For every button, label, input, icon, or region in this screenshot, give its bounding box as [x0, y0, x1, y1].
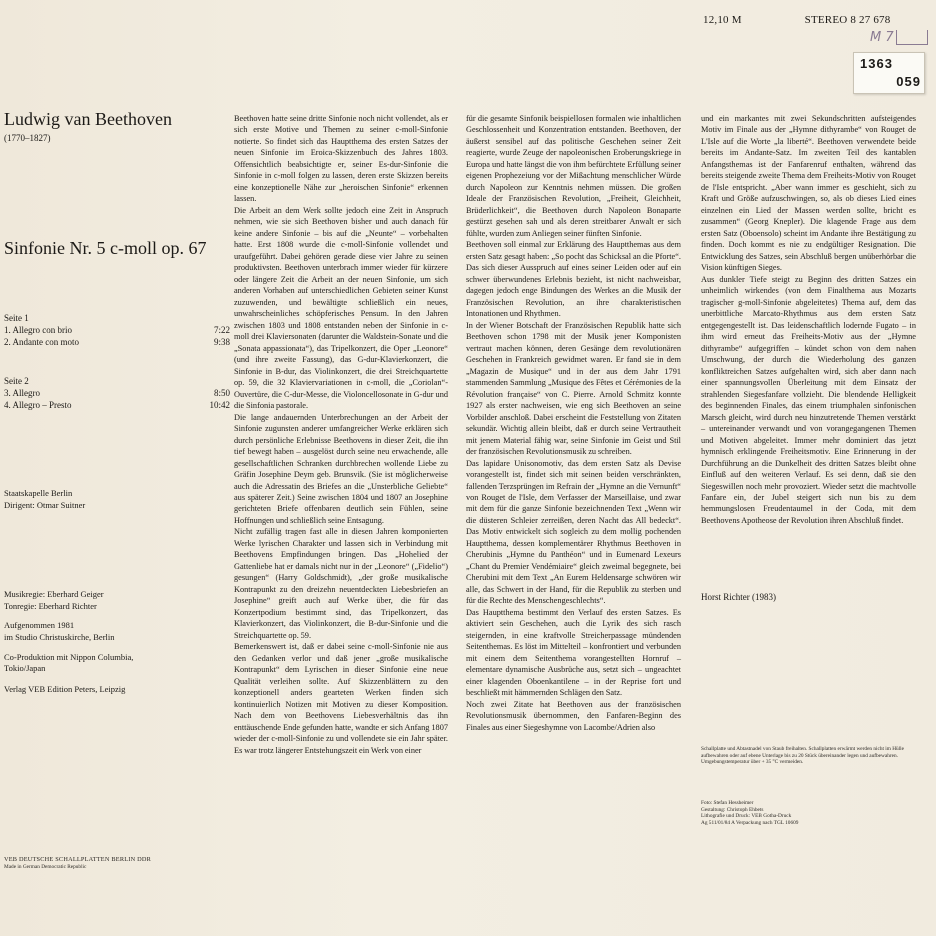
track-title: 1. Allegro con brio: [4, 325, 72, 335]
care-instructions: Schallplatte und Abtastnadel von Staub freihalten. Schallplatten erwärmt werden nicht im Hülle aufbewahren oder auf ebene Unterlage bis zu 20 Stück übereinander legen und aufbewahren. Umgebungstemperatur über + 35 °C vermeiden.: [701, 746, 904, 766]
producer-line-1: VEB DEUTSCHE SCHALLPLATTEN BERLIN DDR: [4, 856, 151, 863]
track-title: 3. Allegro: [4, 388, 40, 398]
side-2-label: Seite 2: [4, 376, 29, 386]
inventory-sticker: [853, 52, 925, 94]
track-title: 4. Allegro – Presto: [4, 400, 72, 410]
orchestra: Staatskapelle Berlin: [4, 488, 73, 498]
sticker-number-bottom: 059: [896, 74, 921, 89]
track-duration: 8:50: [213, 388, 230, 398]
essay-paragraph: Das lapidare Unisonomotiv, das dem ersten Satz als Devise vorangestellt ist, findet sich mit seinen beiden verschränkten, fallenden Terzsprüngen im Refrain der „Hymne an die Vernunft“ von Rouget de l'Isle, dem Verfasser der Marseillaise, und zwar mit dem für die ganze Sinfonie bezeichnenden Text „Wenn wir die düsteren Schleier zerreißen, deren Nacht das All bedeckt“. Das Motiv entwickelt sich sogleich zu dem mollig pochenden Hauptthema, dessen komplementärer Rhythmus Beethoven in Cherubinis „Hymne du Panthéon“ und in Eumenard Lexeurs „Chant du Premier Vendémiaire“ gleich zweimal begegnete, bei Cherubini mit dem Text „An Eurem Heldensarge schwören wir alle, das Schwert in der Hand, für die Republik zu sterben und für die Rechte des Menschengeschlechts“.: [466, 458, 681, 606]
coproduction-line-1: Co-Produktion mit Nippon Columbia,: [4, 652, 134, 662]
essay-paragraph: Aus dunkler Tiefe steigt zu Beginn des dritten Satzes ein unheimlich wirkendes (von dem Finalthema aus Mozarts tragischer g-moll-Sinfonie abgeleitetes) Thema auf, dem das unerbittliche Marcato-Rhythmus aus dem ersten Satz entgegengestellt ist. Das leidenschaftlich lodernde Fugato – in ihm wird erneut das Freiheits-Motiv aus der „Hymne dithyrambe“ aufgegriffen – kündet schon von dem nahen Umschwung, der durch die Wiederholung des ganzen konfliktreichen Satzes aufgehalten wird, sich aber dann nach einer spannungsvollen Überleitung mit dem Einsatz der strahlenden Siegesfanfare vollzieht. Die blendende Helligkeit des beginnenden Finales, das einem triumphalen sinfonischen Marsch gleicht, wird durch neu hinzutretende Themen verstärkt – untereinander verwandt und von vorangegangenen Themen und Motiven abgeleitet. Immer mehr dominiert das jetzt hymnisch erklingende Freiheitsmotiv. Eine Erinnerung in der Durchführung an die Dunkelheit des dritten Satzes bleibt ohne Einfluß auf den weiteren Verlauf. Es sei denn, daß sie den Siegeswillen noch mehr provoziert. Wieder setzt die machtvolle Fanfare ein, der Jubel steigert sich nun bis zu dem hemmungslosen Freudentaumel in der Coda, mit dem Beethovens Apotheose der Revolution ihren Abschluß findet.: [701, 274, 916, 525]
essay-paragraph: Die lange andauernden Unterbrechungen an der Arbeit der Sinfonie zugunsten anderer umfangreicher Werke erklären sich durch persönliche Erlebnisse Beethovens in dieser Zeit, die ihn tief bewegt haben – ausgelöst durch seine neu erwachende, alle gesellschaftlichen Schranken durchbrechen wollende Liebe zu Gräfin Josephine Deym geb. Brunsvik. (Sie ist möglicherweise auch die Adressatin des Briefes an die „Unsterbliche Geliebte“ aus späterer Zeit.) Seine zwischen 1804 und 1807 an Josephine gerichteten Briefe offenbaren deutlich sein Fühlen, seine Hoffnungen und schließlich seine Entsagung.: [234, 412, 448, 525]
essay-paragraph: Das Hauptthema bestimmt den Verlauf des ersten Satzes. Es aktiviert sein Geschehen, auch die Lyrik des sich rasch steigernden, in eine kraftvolle Streicherpassage mündenden Seitenthemas. Es löst im Mittelteil – konfrontiert und verbunden mit einem dem Seitenthema vorangestellten Hornruf – elementare dynamische Ausbrüche aus, setzt sich – ungeachtet einer klagenden Oboenkantilene – in der Reprise fort und beschließt mit hämmernden Schlägen den Satz.: [466, 607, 681, 698]
track-duration: 10:42: [209, 400, 230, 410]
essay-paragraph: Nicht zufällig tragen fast alle in diesen Jahren komponierten Werke lyrischen Charakter und lassen sich in Verbindung mit Beethovens Empfindungen bringen. Das „Hohelied der Gattenliebe hat er damals nicht nur in der „Leonore“ („Fidelio“) gesungen“ (Harry Goldschmidt), „der große musikalische Kontrapunkt zu den dreizehn neuentdeckten Liebesbriefen an Josephine“ greift auch auf Werke über, die für das Konzertpodium bestimmt sind, das Tripelkonzert, das Klavierkonzert, das Violinkonzert, die B-dur-Sinfonie und die Streichquartette op. 59.: [234, 527, 448, 640]
conductor: Dirigent: Otmar Suitner: [4, 500, 86, 510]
production-credits: Foto: Stefan Hessheimer Gestaltung: Christoph Ehbets Lithografie und Druck: VEB Gotha-Druck Ag 511/01/84 A Verpackung nach TGL 10609: [701, 800, 799, 826]
price: 12,10 M: [703, 14, 742, 26]
side-1-label: Seite 1: [4, 313, 29, 323]
composer-dates: (1770–1827): [4, 133, 51, 143]
essay-paragraph: Bemerkenswert ist, daß er dabei seine c-moll-Sinfonie nie aus den Gedanken verlor und daß jener „große musikalische Kontrapunkt“ dem Lyrischen in dieser Sinfonie eine neue Qualität verleihen sollte. Auf Skizzenblättern zu den konzeptionell anders gearteten Werken finden sich kontinuierlich Notizen mit Motiven zu dieser Komposition. Nach dem von Beethovens Liebesverhältnis das ihn enttäuschende Ende gefunden hatte, wandte er sich Anfang 1807 wieder der c-moll-Sinfonie zu und vollendete sie ein Jahr später. Es war trotz längerer Entstehungszeit ein Werk von einer: [234, 642, 448, 755]
track-item: [4, 337, 230, 347]
track-title: 2. Andante con moto: [4, 337, 79, 347]
essay-column-2: [466, 113, 681, 863]
producer-imprint: [4, 857, 204, 870]
sound-direction: Tonregie: Eberhard Richter: [4, 601, 97, 611]
music-direction: Musikregie: Eberhard Geiger: [4, 589, 104, 599]
track-item: [4, 400, 230, 410]
essay-author: Horst Richter (1983): [701, 592, 776, 602]
essay-paragraph: und ein markantes mit zwei Sekundschritten aufsteigendes Motiv im Finale aus der „Hymne dithyrambe“ von Rouget de L'Isle auf die Worte „la liberté“. Beethoven verwendete beide bereits im Andante-Satz. Im zweiten Teil des kantablen Anfangsthemas ist der Fanfarenruf enthalten, während das bereits steigende zweite Thema dem Freiheits-Motiv von Rouget de l'Isle entspricht. „Aber wann immer es geschieht, sich zu Kraft und Größe aufzuschwingen, so, als ob dieses Lied eines einzelnen ein Lied der Massen werden sollte, bricht es zusammen“ (Georg Knepler). Die klagende Frage aus dem ersten Satz (Oboensolo) scheint im Andante ihre Bestätigung zu finden. Doch kommt es nie zu endgültiger Resignation. Die Entwicklung des Satzes, sein Abschluß bergen unüberhörbar die Vision künftigen Sieges.: [701, 114, 916, 273]
catalog-number: STEREO 8 27 678: [804, 14, 891, 26]
composer-name: Ludwig van Beethoven: [4, 109, 172, 129]
essay-column-3: [701, 113, 916, 583]
recording-year: Aufgenommen 1981: [4, 620, 75, 630]
recording-venue: im Studio Christuskirche, Berlin: [4, 632, 115, 642]
coproduction-line-2: Tokio/Japan: [4, 663, 46, 673]
track-duration: 9:38: [213, 337, 230, 347]
handwritten-mark: M 7: [870, 30, 928, 45]
essay-paragraph: Beethoven hatte seine dritte Sinfonie noch nicht vollendet, als er sich erste Motive und Themen zu seiner c-moll-Sinfonie notierte. So findet sich das Hauptthema des ersten Satzes der neuen Sinfonie im Eroica-Skizzenbuch des Jahres 1803. Offensichtlich beabsichtigte er, seiner Es-dur-Sinfonie die Sinfonie in c-moll folgen zu lassen, deren erste Skizzen bereits eine konzeptionelle Nähe zur „heroischen Sinfonie“ erkennen lassen.: [234, 114, 448, 204]
essay-paragraph: Die Arbeit an dem Werk sollte jedoch eine Zeit in Anspruch nehmen, wie sie sich Beethoven bisher und auch danach für keine andere Sinfonie – bis auf die „Neunte“ – vorbehalten hatte. Erst 1808 wurde die c-moll-Sinfonie vollendet und uraufgeführt. Dabei gehören gerade diese vier Jahre zu seinen produktivsten. Beethoven unterbrach immer wieder für kürzere oder längere Zeit die Arbeit an der neuen Sinfonie, um sich anderen Vorhaben auf unterschiedlichen Gebieten seiner Kunst zuzuwenden, und bewältigte schließlich ein neues, unwahrscheinliches schöpferisches Pensum. In den Jahren zwischen 1803 und 1808 entstanden neben der Sinfonie in c-moll drei Klaviersonaten (darunter die Waldstein-Sonate und die „Sonata appassionata“), das Tripelkonzert, die Oper „Leonore“ (und ihre zweite Fassung), das G-dur-Klavierkonzert, die Sinfonie in B-dur, das Violinkonzert, die drei Streichquartette op. 59, die 32 Klaviervariationen in c-moll, die „Coriolan“-Ouvertüre, die C-dur-Messe, die Violoncellosonate in G-dur und die Sinfonia pastorale.: [234, 205, 448, 411]
producer-line-2: Made in German Democratic Republic: [4, 863, 87, 870]
catalog-info: [703, 14, 890, 26]
work-title: Sinfonie Nr. 5 c-moll op. 67: [4, 238, 207, 258]
track-item: [4, 325, 230, 335]
essay-column-1: [234, 113, 448, 863]
track-item: [4, 388, 230, 398]
pencil-box-mark: [896, 30, 928, 45]
essay-paragraph: Noch zwei Zitate hat Beethoven aus der französischen Revolutionsmusik übernommen, den Fanfaren-Beginn des Finales aus einer Siegeshymne von Lacombe/Adrien also: [466, 699, 681, 732]
essay-paragraph: In der Wiener Botschaft der Französischen Republik hatte sich Beethoven schon 1798 mit der Musik jener Komponisten vertraut machen können, deren Gesänge dem revolutionären Geschehen in Frankreich gewidmet waren. Er fand sie in dem „Magazin de Musique“ und in der aus dem Jahr 1791 stammenden Sammlung „Musique des Fêtes et Cérémonies de la Révolution française“ von C. Pierre. Arnold Schmitz konnte 1927 als erster nachweisen, wie eng sich Beethoven an seine Vorbilder anschloß. Dabei erscheint die Feststellung von Zitaten sekundär. Wichtig allein bleibt, daß er durch seine Vertrautheit mit jenem Material fähig war, seine Sinfonie im Geist und Stil der französischen Revolutionsmusik zu schreiben.: [466, 320, 681, 457]
essay-paragraph: für die gesamte Sinfonik beispiellosen formalen wie inhaltlichen Geschlossenheit und Konzentration entstanden. Beethoven, der äußerst sensibel auf das politische Geschehen seiner Zeit reagierte, wurde Zeuge der napoleonischen Eroberungskriege in Europa und hatte längst die von ihm befürchtete Erfüllung seiner eigenen Prophezeiung vor der Mißachtung menschlicher Würde durch Napoleon zur Kenntnis nehmen müssen. Die großen Ideale der Französischen Revolution, „Freiheit, Gleichheit, Brüderlichkeit“, die Beethoven durch Napoleon Bonaparte gestürzt gesehen sah und als deren streitbarer Anwalt er sich fühlte, wurden zum Anliegen seiner fünften Sinfonie.: [466, 114, 681, 238]
essay-paragraph: Beethoven soll einmal zur Erklärung des Hauptthemas aus dem ersten Satz gesagt haben: „So pocht das Schicksal an die Pforte“. Das sich dieser Ausspruch auf eines seiner Leiden oder auf ein schwer überwundenes Erlebnis bezieht, ist nicht nachweisbar, dagegen jedoch enge Bindungen des Werkes an die Musik der Französischen Revolution, an ihre charakteristischen Intonationen und Rhythmen.: [466, 240, 681, 319]
sticker-number-top: 1363: [860, 56, 893, 71]
track-duration: 7:22: [213, 325, 230, 335]
publisher: Verlag VEB Edition Peters, Leipzig: [4, 684, 126, 694]
